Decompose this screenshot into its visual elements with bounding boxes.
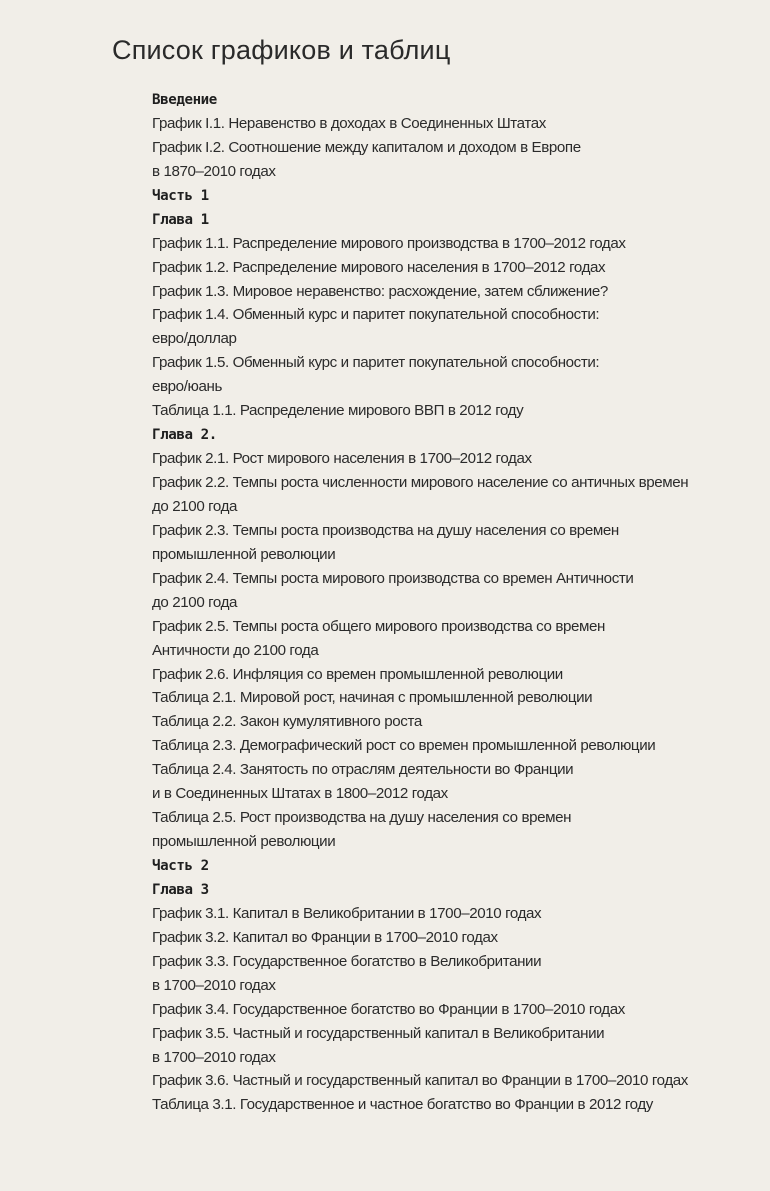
list-item: График 3.2. Капитал во Франции в 1700–2010 годах xyxy=(152,928,498,946)
list-item: евро/доллар xyxy=(152,330,237,348)
list-item: до 2100 года xyxy=(152,497,238,515)
list-item: Таблица 2.4. Занятость по отраслям деятельности во Франции xyxy=(152,761,574,779)
section-heading: Глава 1 xyxy=(152,211,209,228)
list-item: График 1.2. Распределение мирового населения в 1700–2012 годах xyxy=(152,258,606,276)
list-item: График I.2. Соотношение между капиталом и доходом в Европе xyxy=(152,138,581,156)
section-heading: Часть 2 xyxy=(152,858,209,874)
list-item: График 2.1. Рост мирового населения в 1700–2012 годах xyxy=(152,450,532,468)
list-item: Античности до 2100 года xyxy=(152,641,319,659)
section-heading: Введение xyxy=(152,92,217,108)
list-item: График 2.5. Темпы роста общего мирового производства со времен xyxy=(152,617,606,635)
list-item: в 1870–2010 годах xyxy=(152,162,276,180)
section-heading: Глава 3 xyxy=(152,881,209,898)
figures-list xyxy=(152,88,752,1117)
list-item: График 3.4. Государственное богатство во Франции в 1700–2010 годах xyxy=(152,1000,625,1018)
list-item: График 3.5. Частный и государственный капитал в Великобритании xyxy=(152,1024,605,1042)
list-item: Таблица 2.5. Рост производства на душу населения со времен xyxy=(152,809,572,827)
section-heading: Глава 2. xyxy=(152,427,217,444)
list-item: Таблица 2.1. Мировой рост, начиная с промышленной революции xyxy=(152,689,593,707)
list-item: евро/юань xyxy=(152,378,222,396)
list-item: График 2.4. Темпы роста мирового производства со времен Античности xyxy=(152,569,634,587)
section-heading: Часть 1 xyxy=(152,187,209,204)
list-item: График 1.4. Обменный курс и паритет покупательной способности: xyxy=(152,306,600,324)
list-item: График 1.3. Мировое неравенство: расхождение, затем сближение? xyxy=(152,282,608,300)
list-item: График 2.3. Темпы роста производства на душу населения со времен xyxy=(152,521,619,539)
list-item: Таблица 2.2. Закон кумулятивного роста xyxy=(152,713,422,731)
list-item: График 2.2. Темпы роста численности мирового население со античных времен xyxy=(152,474,689,491)
list-item: промышленной революции xyxy=(152,545,336,563)
list-item: График 1.5. Обменный курс и паритет покупательной способности: xyxy=(152,354,600,372)
list-item: в 1700–2010 годах xyxy=(152,976,276,994)
list-item: График 3.1. Капитал в Великобритании в 1700–2010 годах xyxy=(152,904,542,922)
list-item: Таблица 1.1. Распределение мирового ВВП в 2012 году xyxy=(152,402,524,420)
list-item: График 3.6. Частный и государственный капитал во Франции в 1700–2010 годах xyxy=(152,1072,688,1090)
list-item: и в Соединенных Штатах в 1800–2012 годах xyxy=(152,785,448,803)
list-item: Таблица 3.1. Государственное и частное богатство во Франции в 2012 году xyxy=(152,1096,653,1114)
page-title: Список графиков и таблиц xyxy=(112,35,451,65)
list-item: График 1.1. Распределение мирового производства в 1700–2012 годах xyxy=(152,234,626,252)
list-item: Таблица 2.3. Демографический рост со времен промышленной революции xyxy=(152,737,656,755)
list-item: до 2100 года xyxy=(152,593,238,611)
list-item: промышленной революции xyxy=(152,833,336,851)
list-item: в 1700–2010 годах xyxy=(152,1048,276,1066)
list-item: График 3.3. Государственное богатство в Великобритании xyxy=(152,952,542,970)
list-item: График 2.6. Инфляция со времен промышленной революции xyxy=(152,665,563,683)
list-item: График I.1. Неравенство в доходах в Соединенных Штатах xyxy=(152,114,546,132)
